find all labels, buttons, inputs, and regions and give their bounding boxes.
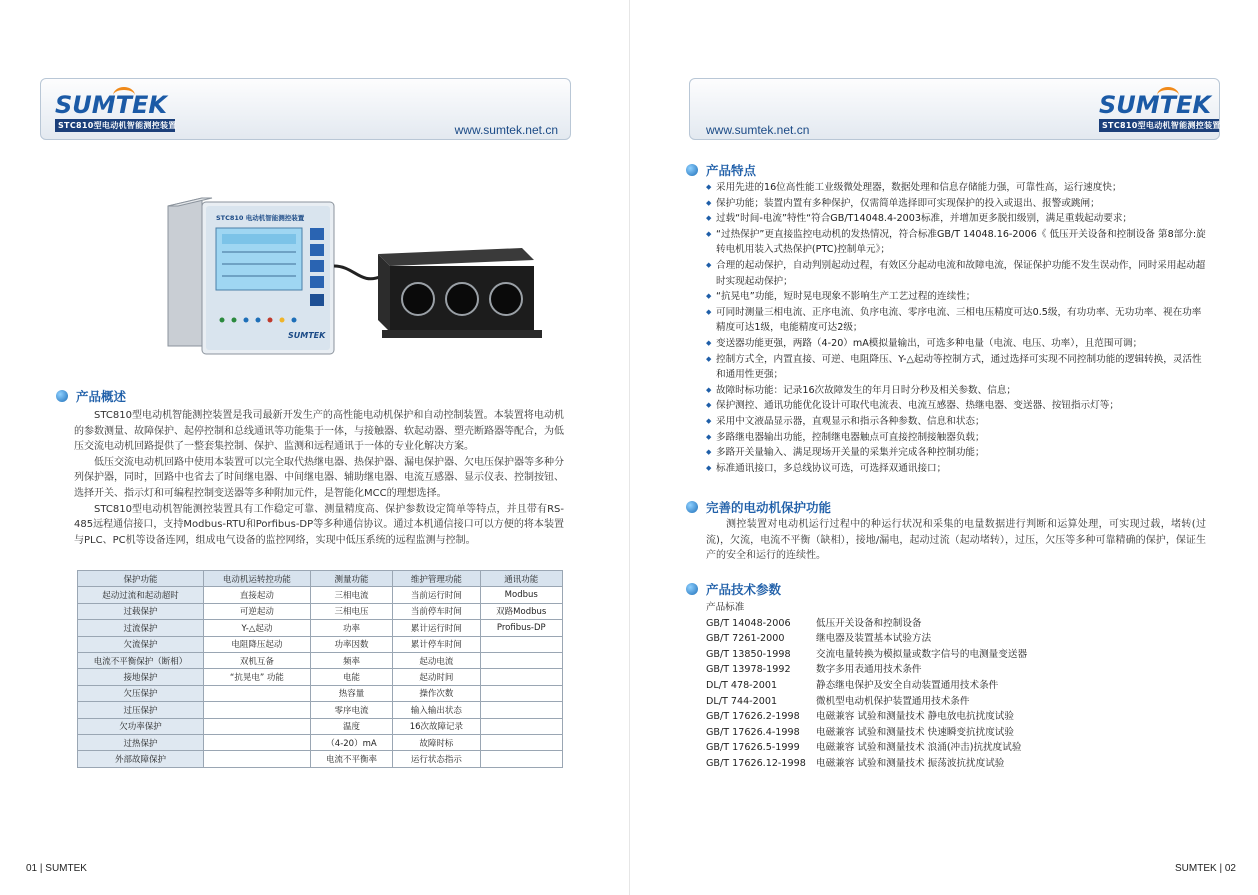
feature-item: ◆ 可同时测量三相电流、正序电流、负序电流、零序电流、三相电压精度可达0.5级，有功功率、无功功率、视在功率精度可达1级，电能精度可达2级； — [706, 305, 1206, 336]
table-cell: 双机互备 — [204, 652, 311, 668]
standards-heading: 产品标准 — [706, 602, 745, 613]
table-header: 维护管理功能 — [393, 571, 480, 587]
feature-list — [706, 180, 1206, 476]
standard-row — [706, 694, 1027, 710]
table-cell: Modbus — [480, 587, 562, 603]
standard-code: GB/T 17626.2-1998 — [706, 711, 800, 723]
page-gutter — [629, 0, 630, 895]
table-cell: 累计运行时间 — [393, 620, 480, 636]
table-cell — [480, 685, 562, 701]
table-cell: 过载保护 — [78, 603, 204, 619]
feature-item: ◆ “抗晃电”功能，短时晃电现象不影响生产工艺过程的连续性； — [706, 289, 1206, 305]
section-protection — [686, 498, 831, 516]
table-cell: 起动过流和起动超时 — [78, 587, 204, 603]
table-row — [78, 702, 563, 718]
standard-code: GB/T 17626.4-1998 — [706, 726, 800, 738]
standard-title: 交流电量转换为模拟量或数字信号的电测量变送器 — [816, 648, 1028, 660]
standard-row — [706, 740, 1027, 756]
feature-item: ◆ 标准通讯接口，多总线协议可选，可选择双通讯接口； — [706, 461, 1206, 477]
table-cell: 当前运行时间 — [393, 587, 480, 603]
function-table — [77, 570, 563, 768]
table-cell: 起动时间 — [393, 669, 480, 685]
overview-paragraph: STC810型电动机智能测控装置具有工作稳定可靠、测量精度高、保护参数设定简单等特点，并且带有RS-485远程通信接口，支持Modbus-RTU和Porfibus-DP等多种通信协议。通过本机通信接口可以方便的将本装置与PLC、PC机等设备连网，组成电气设备的监控网络，实现中低压系统的远程监测与控制。 — [74, 503, 564, 546]
table-cell: 输入输出状态 — [393, 702, 480, 718]
table-cell: 欠流保护 — [78, 636, 204, 652]
standard-title: 低压开关设备和控制设备 — [816, 617, 922, 629]
table-cell — [480, 751, 562, 767]
table-cell: 电能 — [310, 669, 392, 685]
device-brand: SUMTEK — [288, 331, 326, 340]
section-bullet-icon — [686, 501, 698, 513]
section-params — [686, 580, 781, 598]
table-cell: “抗晃电” 功能 — [204, 669, 311, 685]
overview-paragraph: STC810型电动机智能测控装置是我司最新开发生产的高性能电动机保护和自动控制装置。本装置将电动机的参数测量、故障保护、起停控制和总线通讯等功能集于一体，与接触器、软起动器、塑壳断路器等配合，为低压交流电动机回路提供了一整套集控制、保护、监测和远程通讯于一体的专业化解决方案。 — [74, 410, 564, 453]
section-title: 产品技术参数 — [706, 582, 782, 597]
table-cell: 过压保护 — [78, 702, 204, 718]
standard-title: 电磁兼容 试验和测量技术 振荡波抗扰度试验 — [816, 757, 1005, 769]
table-cell: （4-20）mA — [310, 734, 392, 750]
table-cell: 欠功率保护 — [78, 718, 204, 734]
table-cell: 运行状态指示 — [393, 751, 480, 767]
table-cell — [204, 718, 311, 734]
header-banner-right — [689, 78, 1220, 140]
overview-paragraph: 低压交流电动机回路中使用本装置可以完全取代热继电器、热保护器、漏电保护器、欠电压保护器等多种分列保护器，同时，回路中也省去了时间继电器、中间继电器、辅助继电器、电流互感器、显示仪表、控制按钮、选择开关、指示灯和可编程控制变送器等多种附加元件，是智能化MCC的理想选择。 — [74, 456, 564, 499]
table-cell: 电流不平衡率 — [310, 751, 392, 767]
table-cell — [204, 751, 311, 767]
standards-list — [706, 600, 1027, 772]
overview-text — [74, 408, 564, 548]
standard-code: GB/T 17626.12-1998 — [706, 757, 806, 769]
standard-row — [706, 678, 1027, 694]
section-bullet-icon — [56, 390, 68, 402]
page-number-right: SUMTEK | 02 — [1175, 863, 1236, 874]
device-label: STC810 电动机智能测控装置 — [216, 214, 305, 222]
table-cell: 电阻降压起动 — [204, 636, 311, 652]
logo-swoosh-icon — [1157, 87, 1179, 104]
standard-code: GB/T 13850-1998 — [706, 648, 791, 660]
table-cell: 过流保护 — [78, 620, 204, 636]
section-overview — [56, 387, 126, 405]
table-cell: 外部故障保护 — [78, 751, 204, 767]
standard-row — [706, 756, 1027, 772]
standard-title: 电磁兼容 试验和测量技术 快速瞬变抗扰度试验 — [816, 726, 1014, 738]
section-features — [686, 161, 756, 179]
table-cell: 直接起动 — [204, 587, 311, 603]
table-row — [78, 685, 563, 701]
table-cell: 欠压保护 — [78, 685, 204, 701]
header-banner-left — [40, 78, 571, 140]
standard-row — [706, 631, 1027, 647]
table-row — [78, 718, 563, 734]
table-row — [78, 636, 563, 652]
table-cell: 16次故障记录 — [393, 718, 480, 734]
logo-subtitle: STC810型电动机智能测控装置 — [55, 119, 175, 132]
table-cell: 可逆起动 — [204, 603, 311, 619]
table-cell: 零序电流 — [310, 702, 392, 718]
table-cell: 操作次数 — [393, 685, 480, 701]
standard-code: GB/T 17626.5-1999 — [706, 742, 800, 754]
sumtek-logo — [55, 93, 175, 131]
protection-paragraph: 测控装置对电动机运行过程中的种运行状况和采集的电量数据进行判断和运算处理，可实现过载，堵转(过流)，欠流，电流不平衡（缺相），接地/漏电，起动过流（起动堵转），过压，欠压等多种可靠精确的保护，保证生产的安全和运行的连续性。 — [706, 519, 1206, 562]
table-row — [78, 669, 563, 685]
table-cell: 过热保护 — [78, 734, 204, 750]
table-row — [78, 587, 563, 603]
standard-code: DL/T 478-2001 — [706, 679, 778, 691]
standard-code: GB/T 14048-2006 — [706, 617, 791, 629]
table-row — [78, 751, 563, 767]
logo-subtitle: STC810型电动机智能测控装置 — [1099, 119, 1219, 132]
logo-text: SUMTEK — [1099, 91, 1212, 119]
feature-item: ◆ 过载“时间-电流”特性“符合GB/T14048.4-2003标准，并增加更多脱扣级别，满足重载起动要求； — [706, 211, 1206, 227]
table-cell — [204, 734, 311, 750]
table-header: 测量功能 — [310, 571, 392, 587]
feature-item: ◆ 故障时标功能：记录16次故障发生的年月日时分秒及相关参数、信息； — [706, 383, 1206, 399]
table-cell: Y-△起动 — [204, 620, 311, 636]
table-cell: 电流不平衡保护（断相） — [78, 652, 204, 668]
section-title: 产品概述 — [76, 389, 127, 404]
table-cell: 三相电流 — [310, 587, 392, 603]
table-cell — [480, 734, 562, 750]
table-cell: 功率因数 — [310, 636, 392, 652]
logo-text: SUMTEK — [55, 91, 168, 119]
table-header: 保护功能 — [78, 571, 204, 587]
table-cell — [480, 669, 562, 685]
standard-row — [706, 725, 1027, 741]
table-cell — [480, 702, 562, 718]
table-cell: Profibus-DP — [480, 620, 562, 636]
table-cell — [204, 702, 311, 718]
standard-code: GB/T 13978-1992 — [706, 664, 791, 676]
section-bullet-icon — [686, 583, 698, 595]
table-header-row — [78, 571, 563, 587]
standard-title: 电磁兼容 试验和测量技术 浪涌(冲击)抗扰度试验 — [816, 742, 1022, 754]
standard-row — [706, 616, 1027, 632]
logo-swoosh-icon — [113, 87, 135, 104]
table-cell: 功率 — [310, 620, 392, 636]
table-cell: 热容量 — [310, 685, 392, 701]
standard-row — [706, 662, 1027, 678]
page-number-left: 01 | SUMTEK — [26, 863, 87, 874]
standard-code: GB/T 7261-2000 — [706, 633, 785, 645]
sumtek-logo — [1099, 93, 1219, 131]
standard-row — [706, 647, 1027, 663]
feature-item: ◆ 控制方式全，内置直接、可逆、电阻降压、Y-△起动等控制方式，通过选择可实现不同控制功能的逻辑转换，灵活性和通用性更强； — [706, 352, 1206, 383]
feature-item: ◆ 保护测控、通讯功能优化设计可取代电流表、电流互感器、热继电器、变送器、按钮指示灯等； — [706, 398, 1206, 414]
table-cell: 频率 — [310, 652, 392, 668]
section-title: 完善的电动机保护功能 — [706, 500, 832, 515]
standard-code: DL/T 744-2001 — [706, 695, 778, 707]
table-header: 通讯功能 — [480, 571, 562, 587]
table-cell — [480, 718, 562, 734]
feature-item: ◆ 变送器功能更强，两路（4-20）mA模拟量输出，可选多种电量（电流、电压、功率），且范围可调； — [706, 336, 1206, 352]
feature-item: ◆ 合理的起动保护，自动判别起动过程，有效区分起动电流和故障电流，保证保护功能不发生误动作，同时采用起动超时实现起动保护； — [706, 258, 1206, 289]
table-cell: 接地保护 — [78, 669, 204, 685]
table-cell — [204, 685, 311, 701]
table-row — [78, 603, 563, 619]
table-cell: 累计停车时间 — [393, 636, 480, 652]
feature-item: ◆ 保护功能；装置内置有多种保护，仅需简单选择即可实现保护的投入或退出、报警或跳闸； — [706, 196, 1206, 212]
standard-title: 微机型电动机保护装置通用技术条件 — [816, 695, 970, 707]
table-cell: 三相电压 — [310, 603, 392, 619]
standard-title: 数字多用表通用技术条件 — [816, 664, 922, 676]
table-cell: 当前停车时间 — [393, 603, 480, 619]
standard-title: 静态继电保护及安全自动装置通用技术条件 — [816, 679, 999, 691]
table-row — [78, 620, 563, 636]
product-image — [150, 196, 550, 366]
table-cell: 故障时标 — [393, 734, 480, 750]
standard-title: 继电器及装置基本试验方法 — [816, 633, 932, 645]
standard-row — [706, 709, 1027, 725]
table-cell: 起动电流 — [393, 652, 480, 668]
table-row — [78, 734, 563, 750]
section-bullet-icon — [686, 164, 698, 176]
table-cell: 温度 — [310, 718, 392, 734]
table-row — [78, 652, 563, 668]
website-link[interactable]: www.sumtek.net.cn — [706, 123, 810, 137]
section-title: 产品特点 — [706, 163, 757, 178]
feature-item: ◆ 多路继电器输出功能，控制继电器触点可直接控制接触器负载； — [706, 430, 1206, 446]
protection-text — [706, 517, 1206, 564]
table-header: 电动机运转控功能 — [204, 571, 311, 587]
feature-item: ◆ 采用中文液晶显示器，直观显示和指示各种参数、信息和状态； — [706, 414, 1206, 430]
feature-item: ◆ “过热保护”更直接监控电动机的发热情况，符合标准GB/T 14048.16-2006《 低压开关设备和控制设备 第8部分:旋转电机用装入式热保护(PTC)控制单元》； — [706, 227, 1206, 258]
website-link[interactable]: www.sumtek.net.cn — [454, 123, 558, 137]
table-cell — [480, 652, 562, 668]
table-cell — [480, 636, 562, 652]
standard-title: 电磁兼容 试验和测量技术 静电放电抗扰度试验 — [816, 711, 1014, 723]
table-cell: 双路Modbus — [480, 603, 562, 619]
feature-item: ◆ 采用先进的16位高性能工业级微处理器，数据处理和信息存储能力强，可靠性高，运行速度快； — [706, 180, 1206, 196]
feature-item: ◆ 多路开关量输入、满足现场开关量的采集并完成各种控制功能； — [706, 445, 1206, 461]
